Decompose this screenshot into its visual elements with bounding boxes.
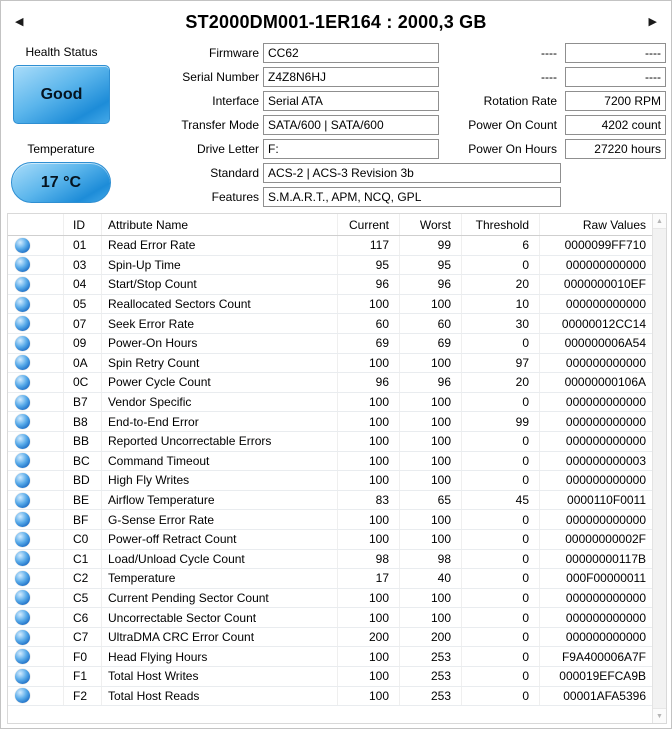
attr-worst: 100 [400,432,462,451]
attr-current: 100 [338,647,400,666]
blank-field-2-value: ---- [565,67,666,87]
attr-id: 07 [64,314,102,333]
status-cell [8,432,64,451]
status-good-icon [15,414,30,429]
attr-current: 100 [338,432,400,451]
attr-name: Spin-Up Time [102,256,338,275]
attr-id: 0A [64,354,102,373]
health-status-button[interactable] [13,65,110,124]
status-good-icon [15,630,30,645]
table-row[interactable] [8,393,652,413]
attr-name: Reallocated Sectors Count [102,295,338,314]
attr-worst: 95 [400,256,462,275]
status-cell [8,393,64,412]
attr-current: 98 [338,550,400,569]
transfer-mode-label: Transfer Mode [181,118,259,132]
attr-name: Power-On Hours [102,334,338,353]
features-value: S.M.A.R.T., APM, NCQ, GPL [263,187,561,207]
attr-raw: 00001AFA5396 [563,688,646,703]
attr-id: 01 [64,236,102,255]
status-cell [8,295,64,314]
status-cell [8,589,64,608]
status-good-icon [15,375,30,390]
status-good-icon [15,590,30,605]
prev-disk-arrow-icon[interactable]: ◀ [15,16,24,28]
header-attribute-name[interactable]: Attribute Name [102,214,338,235]
attr-raw: 00000000002F [565,532,646,547]
attr-raw: 000000000000 [565,414,646,429]
status-cell [8,510,64,529]
attr-id: BD [64,471,102,490]
attr-raw: 000000000000 [565,590,646,605]
table-row[interactable] [8,275,652,295]
status-good-icon [15,610,30,625]
table-scrollbar[interactable] [652,214,666,723]
attr-name: Power Cycle Count [102,373,338,392]
attr-threshold: 0 [462,628,540,647]
attr-worst: 200 [400,628,462,647]
standard-label: Standard [210,166,259,180]
attr-raw: 000000000000 [565,297,646,312]
status-cell [8,569,64,588]
attr-id: C0 [64,530,102,549]
attr-threshold: 0 [462,647,540,666]
attr-raw: 000000000000 [565,257,646,272]
attr-threshold: 0 [462,530,540,549]
attr-threshold: 0 [462,569,540,588]
attr-current: 95 [338,256,400,275]
header-status-column[interactable] [8,214,64,235]
attr-raw: 0000099FF710 [564,238,646,253]
status-cell [8,412,64,431]
attr-name: UltraDMA CRC Error Count [102,628,338,647]
attr-threshold: 45 [462,491,540,510]
table-row[interactable] [8,334,652,354]
table-row[interactable] [8,295,652,315]
attr-id: 05 [64,295,102,314]
header-id[interactable]: ID [64,214,102,235]
status-cell [8,530,64,549]
attr-worst: 96 [400,275,462,294]
attr-current: 83 [338,491,400,510]
attr-id: 03 [64,256,102,275]
attr-current: 69 [338,334,400,353]
status-good-icon [15,493,30,508]
table-row[interactable] [8,687,652,707]
status-cell [8,471,64,490]
attr-threshold: 99 [462,412,540,431]
attr-threshold: 0 [462,334,540,353]
status-good-icon [15,434,30,449]
table-row[interactable] [8,647,652,667]
next-disk-arrow-icon[interactable]: ▶ [648,16,657,28]
attr-raw: 000000000000 [565,434,646,449]
temperature-label: Temperature [27,142,95,156]
status-cell [8,314,64,333]
attr-worst: 253 [400,667,462,686]
attr-raw: 000000000000 [565,512,646,527]
attr-name: End-to-End Error [102,412,338,431]
attr-worst: 253 [400,647,462,666]
attr-raw: 00000000106A [564,375,646,390]
attr-id: BF [64,510,102,529]
attr-current: 96 [338,373,400,392]
status-cell [8,491,64,510]
smart-attributes-table [7,213,667,724]
drive-letter-label: Drive Letter [196,142,259,156]
header-worst[interactable]: Worst [400,214,462,235]
attr-id: 09 [64,334,102,353]
attr-threshold: 0 [462,256,540,275]
attr-worst: 98 [400,550,462,569]
attr-raw: 000000000000 [565,630,646,645]
attr-current: 100 [338,393,400,412]
attr-worst: 100 [400,412,462,431]
attr-worst: 99 [400,236,462,255]
status-good-icon [15,355,30,370]
attr-threshold: 0 [462,589,540,608]
attr-worst: 100 [400,510,462,529]
transfer-mode-value: SATA/600 | SATA/600 [263,115,439,135]
table-row[interactable] [8,314,652,334]
attr-threshold: 97 [462,354,540,373]
table-row[interactable] [8,432,652,452]
status-good-icon [15,453,30,468]
status-cell [8,236,64,255]
attr-current: 100 [338,471,400,490]
attr-current: 100 [338,510,400,529]
status-good-icon [15,316,30,331]
attr-worst: 100 [400,608,462,627]
standard-value: ACS-2 | ACS-3 Revision 3b [263,163,561,183]
header-raw-values[interactable]: Raw Values [582,217,646,232]
attr-current: 100 [338,589,400,608]
status-good-icon [15,238,30,253]
attr-name: Airflow Temperature [102,491,338,510]
status-good-icon [15,297,30,312]
attr-raw: 000000006A54 [564,336,646,351]
power-on-count-value: 4202 count [565,115,666,135]
attr-worst: 100 [400,452,462,471]
header-threshold[interactable]: Threshold [462,214,540,235]
serial-number-label: Serial Number [182,70,259,84]
table-row[interactable] [8,530,652,550]
disk-title: ST2000DM001-1ER164 : 2000,3 GB [185,12,487,32]
status-cell [8,608,64,627]
attr-raw: 0000000010EF [563,277,646,292]
attr-raw: 000019EFCA9B [559,669,646,684]
attr-worst: 60 [400,314,462,333]
power-on-hours-value: 27220 hours [565,139,666,159]
attr-worst: 65 [400,491,462,510]
attr-name: Reported Uncorrectable Errors [102,432,338,451]
attr-worst: 40 [400,569,462,588]
interface-value: Serial ATA [263,91,439,111]
attr-current: 100 [338,452,400,471]
attr-id: F2 [64,687,102,706]
power-on-hours-label: Power On Hours [468,142,557,156]
attr-id: B7 [64,393,102,412]
attr-name: Total Host Reads [102,687,338,706]
power-on-count-label: Power On Count [468,118,557,132]
status-good-icon [15,551,30,566]
attr-threshold: 30 [462,314,540,333]
attr-id: B8 [64,412,102,431]
temperature-value: 17 °C [40,173,82,191]
attr-threshold: 0 [462,687,540,706]
temperature-button[interactable] [11,162,111,203]
attr-name: G-Sense Error Rate [102,510,338,529]
status-good-icon [15,395,30,410]
status-cell [8,373,64,392]
attr-id: F0 [64,647,102,666]
table-row[interactable] [8,373,652,393]
disk-title-bar [1,8,671,36]
status-good-icon [15,512,30,527]
header-current[interactable]: Current [338,214,400,235]
status-cell [8,275,64,294]
blank-field-1-label: ---- [541,46,557,60]
attr-worst: 100 [400,393,462,412]
smart-table-body [8,236,652,706]
table-row[interactable] [8,452,652,472]
attr-name: High Fly Writes [102,471,338,490]
attr-worst: 100 [400,530,462,549]
table-row[interactable] [8,256,652,276]
attr-raw: 00000012CC14 [561,316,646,331]
table-row[interactable] [8,510,652,530]
firmware-label: Firmware [209,46,259,60]
serial-number-value: Z4Z8N6HJ [263,67,439,87]
attr-worst: 100 [400,471,462,490]
status-good-icon [15,277,30,292]
table-row[interactable] [8,236,652,256]
attr-raw: 000000000000 [565,395,646,410]
attr-id: 04 [64,275,102,294]
status-cell [8,550,64,569]
attr-id: BE [64,491,102,510]
status-cell [8,334,64,353]
drive-letter-value: F: [263,139,439,159]
attr-threshold: 6 [462,236,540,255]
attr-name: Start/Stop Count [102,275,338,294]
attr-id: F1 [64,667,102,686]
attr-threshold: 0 [462,510,540,529]
health-status-label: Health Status [25,45,98,59]
status-good-icon [15,473,30,488]
attr-name: Seek Error Rate [102,314,338,333]
scroll-up-icon[interactable]: ▲ [653,214,666,229]
attr-threshold: 0 [462,432,540,451]
attr-worst: 100 [400,589,462,608]
attr-threshold: 10 [462,295,540,314]
attr-threshold: 0 [462,452,540,471]
attr-id: C5 [64,589,102,608]
health-status-value: Good [40,85,83,103]
status-good-icon [15,336,30,351]
attr-name: Uncorrectable Sector Count [102,608,338,627]
attr-worst: 100 [400,295,462,314]
attr-raw: F9A400006A7F [561,649,646,664]
status-cell [8,647,64,666]
status-cell [8,628,64,647]
attr-name: Vendor Specific [102,393,338,412]
attr-id: C2 [64,569,102,588]
attr-worst: 100 [400,354,462,373]
attr-raw: 00000000117B [565,551,646,566]
attr-current: 100 [338,687,400,706]
attr-raw: 000F00000011 [566,571,646,586]
status-good-icon [15,532,30,547]
attr-name: Read Error Rate [102,236,338,255]
attr-worst: 253 [400,687,462,706]
attr-raw: 0000110F0011 [567,493,646,508]
rotation-rate-value: 7200 RPM [565,91,666,111]
attr-current: 100 [338,608,400,627]
attr-current: 200 [338,628,400,647]
table-row[interactable] [8,569,652,589]
attr-current: 100 [338,295,400,314]
table-row[interactable] [8,491,652,511]
status-cell [8,256,64,275]
attr-threshold: 20 [462,373,540,392]
blank-field-1-value: ---- [565,43,666,63]
attr-worst: 96 [400,373,462,392]
attr-threshold: 0 [462,550,540,569]
status-cell [8,354,64,373]
table-row[interactable] [8,667,652,687]
attr-id: C7 [64,628,102,647]
attr-raw: 000000000003 [565,453,646,468]
table-row[interactable] [8,589,652,609]
table-row[interactable] [8,471,652,491]
attr-id: BB [64,432,102,451]
attr-raw: 000000000000 [565,473,646,488]
smart-table-header [8,214,652,236]
attr-name: Power-off Retract Count [102,530,338,549]
status-cell [8,687,64,706]
table-row[interactable] [8,608,652,628]
status-good-icon [15,649,30,664]
attr-id: BC [64,452,102,471]
attr-threshold: 0 [462,393,540,412]
status-good-icon [15,257,30,272]
attr-threshold: 20 [462,275,540,294]
status-good-icon [15,688,30,703]
attr-worst: 69 [400,334,462,353]
rotation-rate-label: Rotation Rate [483,94,557,108]
attr-raw: 000000000000 [565,355,646,370]
table-row[interactable] [8,354,652,374]
attr-name: Command Timeout [102,452,338,471]
attr-name: Current Pending Sector Count [102,589,338,608]
attr-raw: 000000000000 [565,610,646,625]
attr-name: Temperature [102,569,338,588]
status-cell [8,667,64,686]
attr-current: 96 [338,275,400,294]
attr-threshold: 0 [462,667,540,686]
table-row[interactable] [8,412,652,432]
attr-current: 60 [338,314,400,333]
attr-threshold: 0 [462,608,540,627]
attr-current: 117 [338,236,400,255]
attr-name: Load/Unload Cycle Count [102,550,338,569]
features-label: Features [211,190,259,204]
attr-name: Total Host Writes [102,667,338,686]
interface-label: Interface [212,94,259,108]
status-good-icon [15,669,30,684]
attr-id: 0C [64,373,102,392]
blank-field-2-label: ---- [541,70,557,84]
table-row[interactable] [8,550,652,570]
attr-id: C6 [64,608,102,627]
status-good-icon [15,571,30,586]
attr-name: Head Flying Hours [102,647,338,666]
attr-current: 17 [338,569,400,588]
attr-current: 100 [338,667,400,686]
scroll-down-icon[interactable]: ▼ [653,708,666,723]
attr-name: Spin Retry Count [102,354,338,373]
status-cell [8,452,64,471]
attr-current: 100 [338,354,400,373]
firmware-value: CC62 [263,43,439,63]
attr-threshold: 0 [462,471,540,490]
table-row[interactable] [8,628,652,648]
attr-id: C1 [64,550,102,569]
attr-current: 100 [338,412,400,431]
attr-current: 100 [338,530,400,549]
